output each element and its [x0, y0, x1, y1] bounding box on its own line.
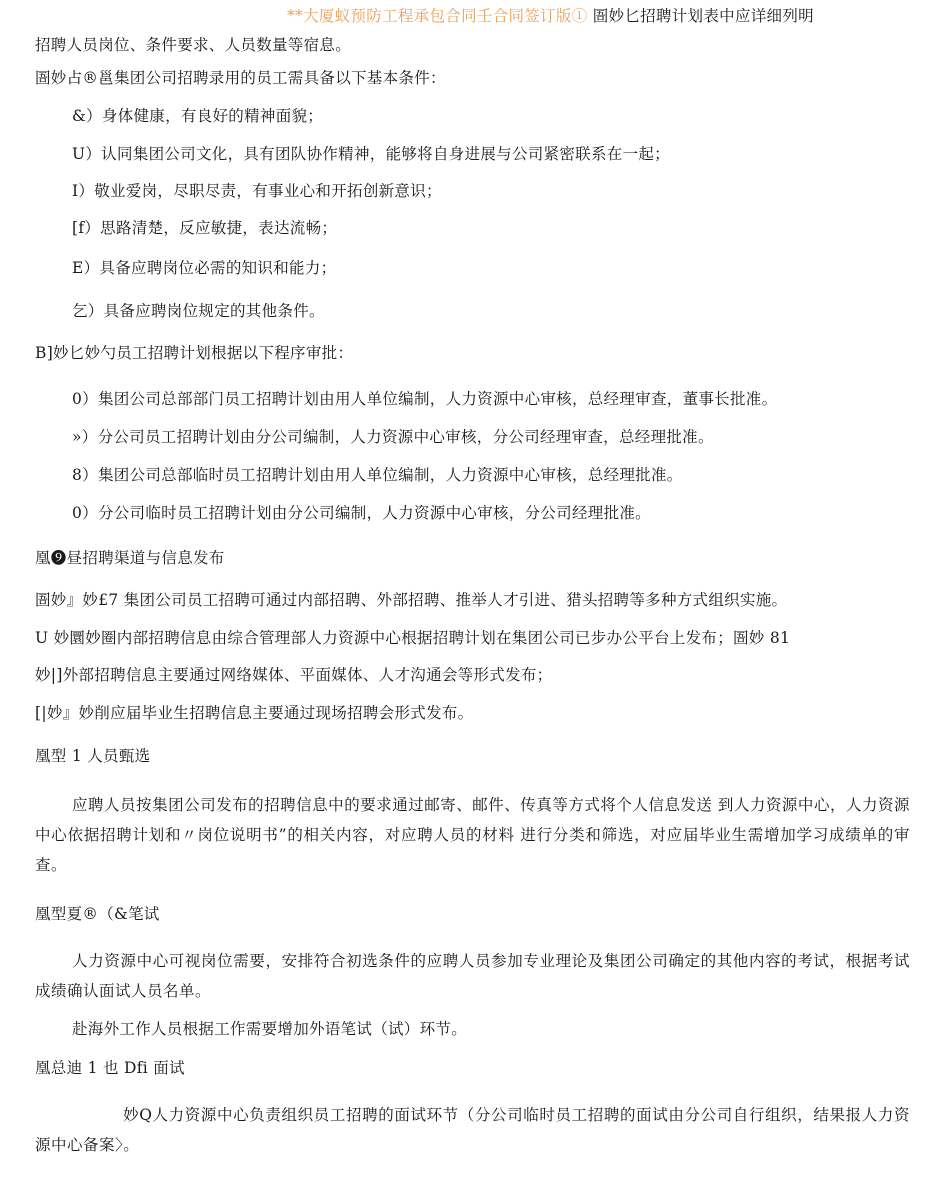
- paragraph: [35, 790, 910, 880]
- text-line: 招聘人员岗位、条件要求、人员数量等宿息。: [35, 36, 352, 54]
- section-heading: 凰型夏®（&笔试: [35, 905, 160, 923]
- list-item: 乞）具备应聘岗位规定的其他条件。: [72, 302, 325, 320]
- list-item: »）分公司员工招聘计划由分公司编制，人力资源中心审核，分公司经理审查，总经理批准。: [72, 428, 714, 446]
- header-title: **大厦蚁预防工程承包合同壬合同签订版①: [287, 7, 588, 25]
- list-item: [f）思路清楚，反应敏捷，表达流畅；: [72, 219, 338, 237]
- text-line: 妙|]外部招聘信息主要通过网络媒体、平面媒体、人才沟通会等形式发布；: [35, 666, 553, 684]
- text-line: B]妙匕妙勺员工招聘计划根据以下程序审批：: [35, 344, 354, 362]
- paragraph: [35, 1100, 910, 1160]
- paragraph-text: 人力资源中心可视岗位需要，安排符合初选条件的应聘人员参加专业理论及集团公司确定的其他内容的考试，根据考试成绩确认面试人员名单。: [35, 952, 910, 1000]
- section-heading: 凰总迪 1 也 Dfi 面试: [35, 1059, 185, 1077]
- list-item: &）身体健康，有良好的精神面貌；: [72, 107, 324, 125]
- list-item: I）敬业爱岗，尽职尽责，有事业心和开拓创新意识；: [72, 182, 442, 200]
- text-line: 圄妙占®邕集团公司招聘录用的员工需具备以下基本条件：: [35, 69, 446, 87]
- text-line: U 妙圜妙圈内部招聘信息由综合管理部人力资源中心根据招聘计划在集团公司已步办公平台上发布；圄妙 81: [35, 629, 791, 647]
- list-item: E）具备应聘岗位必需的知识和能力；: [72, 259, 337, 277]
- header-text: 圄妙匕招聘计划表中应详细列明: [587, 7, 814, 25]
- text-line: 赴海外工作人员根据工作需要增加外语笔试（试）环节。: [72, 1020, 468, 1038]
- header-line: [287, 5, 814, 27]
- paragraph: [35, 946, 910, 1006]
- list-item: 0）集团公司总部部门员工招聘计划由用人单位编制，人力资源中心审核，总经理审查，董事长批准。: [72, 390, 778, 408]
- list-item: 0）分公司临时员工招聘计划由分公司编制，人力资源中心审核，分公司经理批准。: [72, 504, 651, 522]
- text-line: [|妙』妙削应届毕业生招聘信息主要通过现场招聘会形式发布。: [35, 704, 474, 722]
- paragraph-text: 妙Q人力资源中心负责组织员工招聘的面试环节（分公司临时员工招聘的面试由分公司自行组织，结果报人力资源中心备案〉。: [35, 1106, 910, 1154]
- list-item: 8）集团公司总部临时员工招聘计划由用人单位编制，人力资源中心审核，总经理批准。: [72, 466, 683, 484]
- paragraph-text: 应聘人员按集团公司发布的招聘信息中的要求通过邮寄、邮件、传真等方式将个人信息发送 到人力资源中心，人力资源中心依据招聘计划和〃岗位说明书”的相关内容，对应聘人员的材料 进行分类和筛选，对应届毕业生需增加学习成绩单的审查。: [35, 796, 910, 874]
- section-heading: 凰❾昼招聘渠道与信息发布: [35, 549, 225, 567]
- section-heading: 凰型 1 人员甄选: [35, 747, 151, 765]
- text-line: 圄妙』妙£7 集团公司员工招聘可通过内部招聘、外部招聘、推举人才引进、猎头招聘等多种方式组织实施。: [35, 591, 788, 609]
- list-item: U）认同集团公司文化，具有团队协作精神，能够将自身进展与公司紧密联系在一起；: [72, 145, 670, 163]
